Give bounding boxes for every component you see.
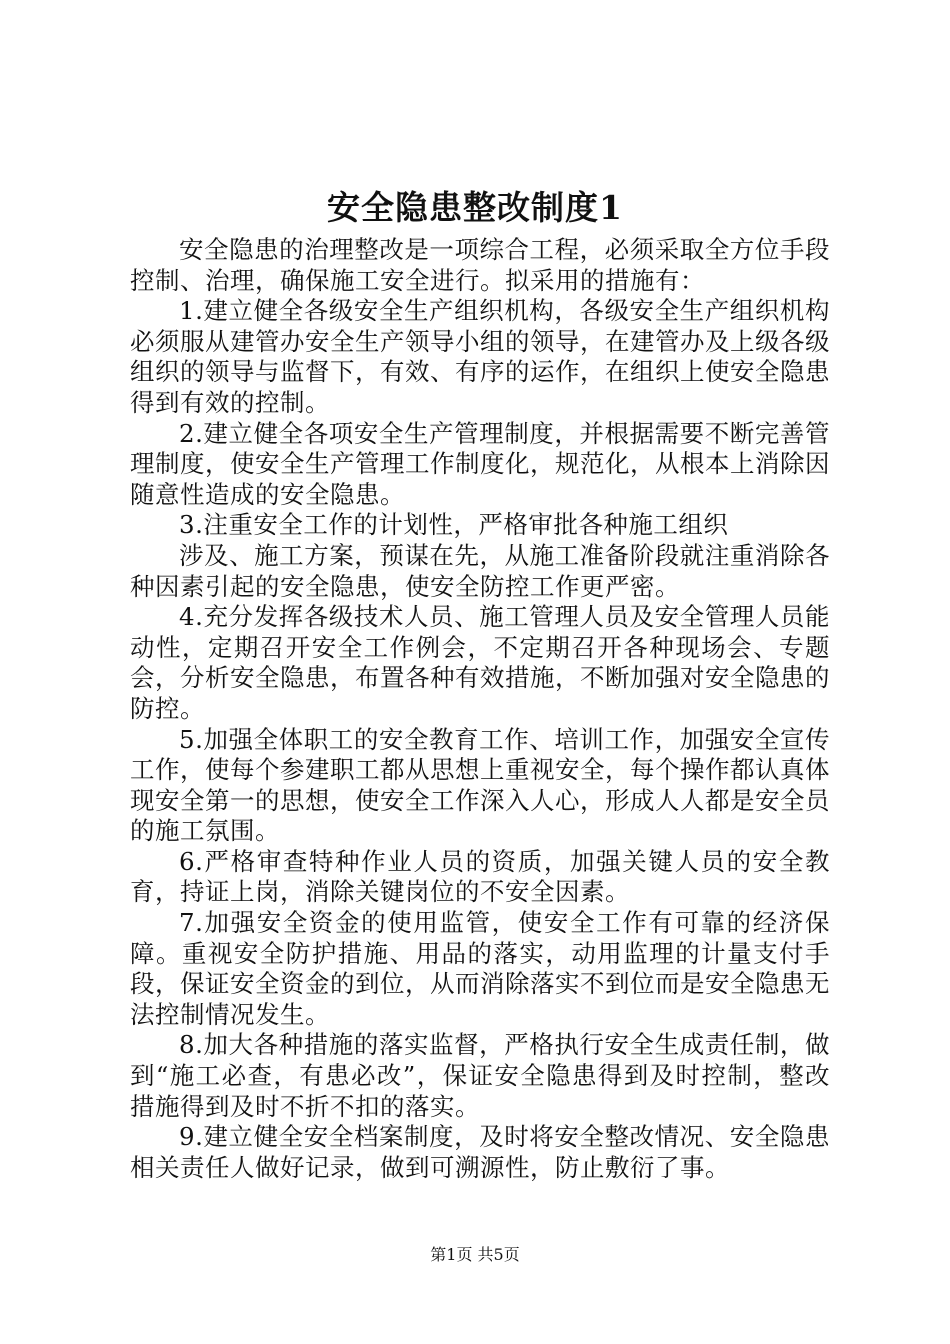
paragraph-item-9: 9.建立健全安全档案制度，及时将安全整改情况、安全隐患相关责任人做好记录，做到可溯源性，防止敷衍了事。 [130,1122,830,1182]
paragraph-intro: 安全隐患的治理整改是一项综合工程，必须采取全方位手段控制、治理，确保施工安全进行。拟采用的措施有： [130,235,830,295]
document-title: 安全隐患整改制度1 [327,188,623,227]
paragraph-item-2: 2.建立健全各项安全生产管理制度，并根据需要不断完善管理制度，使安全生产管理工作制度化，规范化，从根本上消除因随意性造成的安全隐患。 [130,418,830,509]
paragraph-item-8: 8.加大各种措施的落实监督，严格执行安全生成责任制，做到“施工必查，有患必改”，保证安全隐患得到及时控制，整改措施得到及时不折不扣的落实。 [130,1030,830,1121]
paragraph-item-4: 4.充分发挥各级技术人员、施工管理人员及安全管理人员能动性，定期召开安全工作例会，不定期召开各种现场会、专题会，分析安全隐患，布置各种有效措施，不断加强对安全隐患的防控。 [130,602,830,723]
paragraph-item-5: 5.加强全体职工的安全教育工作、培训工作，加强安全宣传工作，使每个参建职工都从思想上重视安全，每个操作都认真体现安全第一的思想，使安全工作深入人心，形成人人都是安全员的施工氛围。 [130,724,830,846]
paragraph-item-6: 6.严格审查特种作业人员的资质，加强关键人员的安全教育，持证上岗，消除关键岗位的不安全因素。 [130,846,830,907]
document-body [130,235,830,1183]
paragraph-item-7: 7.加强安全资金的使用监管，使安全工作有可靠的经济保障。重视安全防护措施、用品的落实，动用监理的计量支付手段，保证安全资金的到位，从而消除落实不到位而是安全隐患无法控制情况发生。 [130,908,830,1029]
paragraph-item-3: 3.注重安全工作的计划性，严格审批各种施工组织 [179,510,729,540]
paragraph-item-3-continued: 涉及、施工方案，预谋在先，从施工准备阶段就注重消除各种因素引起的安全隐患，使安全防控工作更严密。 [130,540,830,601]
paragraph-item-1: 1.建立健全各级安全生产组织机构，各级安全生产组织机构必须服从建管办安全生产领导小组的领导，在建管办及上级各级组织的领导与监督下，有效、有序的运作，在组织上使安全隐患得到有效的控制。 [130,296,830,417]
page-number-footer: 第1页 共5页 [430,1245,520,1264]
